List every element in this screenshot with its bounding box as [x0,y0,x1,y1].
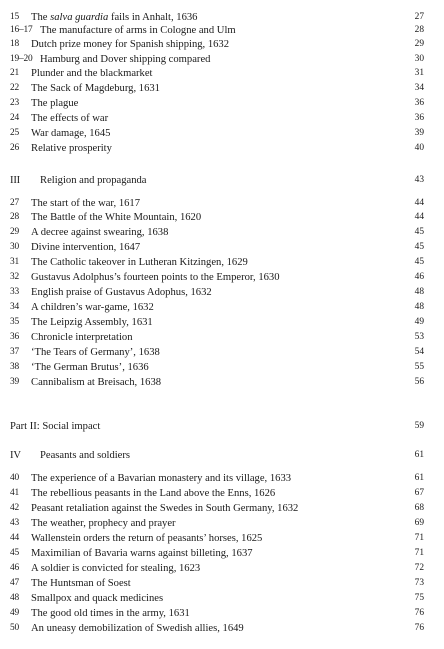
entry-page: 55 [414,362,424,372]
entry-title: The start of the war, 1617 [31,198,141,209]
entry-number: 15 [10,12,19,22]
toc-entry [0,129,444,142]
entry-number: 43 [10,518,19,528]
toc-entry [0,564,444,577]
section-number: IV [10,450,21,461]
entry-page: 75 [414,593,424,603]
entry-page: 73 [414,578,424,588]
entry-number: 23 [10,98,19,108]
entry-title: Dutch prize money for Spanish shipping, 1632 [31,39,230,50]
entry-number: 49 [10,608,19,618]
part-title: Part II: Social impact [10,421,101,432]
entry-number: 21 [10,68,19,78]
toc-entry [0,579,444,592]
entry-page: 45 [414,257,424,267]
toc-entry [0,363,444,376]
entry-title: The experience of a Bavarian monastery and its village, 1633 [31,473,292,484]
toc-entry [0,534,444,547]
entry-number: 16–17 [10,25,33,35]
section-number: III [10,175,20,186]
part-page: 59 [414,421,424,431]
toc-entry [0,99,444,112]
entry-number: 46 [10,563,19,573]
entry-title: The Sack of Magdeburg, 1631 [31,83,160,94]
toc-entry [0,114,444,127]
entry-number: 18 [10,39,19,49]
entry-title: Smallpox and quack medicines [31,593,164,604]
entry-page: 40 [414,143,424,153]
entry-number: 42 [10,503,19,513]
entry-title: Plunder and the blackmarket [31,68,153,79]
section-title: Religion and propaganda [40,175,147,186]
toc-entry [0,55,444,68]
section-page: 43 [414,175,424,185]
entry-page: 54 [414,347,424,357]
entry-page: 34 [414,83,424,93]
toc-entry [0,303,444,316]
entry-title: The Battle of the White Mountain, 1620 [31,212,202,223]
entry-title: Hamburg and Dover shipping compared [40,54,211,65]
toc-entry [0,144,444,157]
entry-number: 34 [10,302,19,312]
toc-entry [0,378,444,391]
entry-title: The Catholic takeover in Lutheran Kitzingen, 1629 [31,257,248,268]
entry-page: 76 [414,623,424,633]
entry-title: Relative prosperity [31,143,112,154]
entry-title: Gustavus Adolphus’s fourteen points to the Emperor, 1630 [31,272,280,283]
entry-page: 48 [414,287,424,297]
toc-entry [0,624,444,637]
toc-entry [0,333,444,346]
entry-number: 24 [10,113,19,123]
entry-number: 29 [10,227,19,237]
toc-entry [0,519,444,532]
entry-page: 67 [414,488,424,498]
toc-entry [0,288,444,301]
entry-page: 44 [414,212,424,222]
entry-number: 37 [10,347,19,357]
toc-entry [0,273,444,286]
toc-entry [0,474,444,487]
entry-title: A children’s war-game, 1632 [31,302,154,313]
entry-number: 19–20 [10,54,33,64]
toc-entry [0,258,444,271]
entry-title: An uneasy demobilization of Swedish allies, 1649 [31,623,244,634]
toc-entry [0,318,444,331]
toc-entry [0,228,444,241]
entry-title: Divine intervention, 1647 [31,242,141,253]
toc-entry [0,609,444,622]
toc-entry [0,243,444,256]
entry-title: The manufacture of arms in Cologne and Ulm [40,25,236,36]
entry-title: ‘The German Brutus’, 1636 [31,362,149,373]
section-heading [0,176,444,189]
entry-title: The plague [31,98,79,109]
entry-page: 36 [414,98,424,108]
entry-page: 46 [414,272,424,282]
entry-title: Chronicle interpretation [31,332,133,343]
entry-page: 72 [414,563,424,573]
entry-title: The Huntsman of Soest [31,578,131,589]
entry-page: 48 [414,302,424,312]
entry-page: 61 [414,473,424,483]
toc-entry [0,84,444,97]
entry-title: English praise of Gustavus Adophus, 1632 [31,287,212,298]
entry-title: Cannibalism at Breisach, 1638 [31,377,162,388]
entry-number: 48 [10,593,19,603]
section-title: Peasants and soldiers [40,450,131,461]
entry-number: 39 [10,377,19,387]
entry-title: The salva guardia fails in Anhalt, 1636 [31,12,198,23]
entry-number: 40 [10,473,19,483]
entry-page: 28 [414,25,424,35]
entry-number: 27 [10,198,19,208]
entry-page: 39 [414,128,424,138]
entry-title: A soldier is convicted for stealing, 1623 [31,563,201,574]
entry-page: 71 [414,548,424,558]
entry-title: A decree against swearing, 1638 [31,227,169,238]
entry-title: Maximilian of Bavaria warns against billeting, 1637 [31,548,253,559]
entry-number: 31 [10,257,19,267]
entry-page: 36 [414,113,424,123]
entry-number: 22 [10,83,19,93]
entry-page: 45 [414,227,424,237]
entry-number: 45 [10,548,19,558]
entry-page: 76 [414,608,424,618]
toc-entry [0,199,444,212]
entry-title-italic: salva guardia [50,12,109,23]
entry-number: 33 [10,287,19,297]
entry-title: Peasant retaliation against the Swedes in South Germany, 1632 [31,503,299,514]
entry-page: 69 [414,518,424,528]
toc-entry [0,348,444,361]
entry-title: The weather, prophecy and prayer [31,518,176,529]
entry-page: 27 [414,12,424,22]
toc-entry [0,594,444,607]
entry-page: 29 [414,39,424,49]
toc-entry [0,69,444,82]
entry-page: 31 [414,68,424,78]
entry-title: War damage, 1645 [31,128,111,139]
entry-page: 30 [414,54,424,64]
entry-page: 68 [414,503,424,513]
entry-number: 26 [10,143,19,153]
entry-page: 45 [414,242,424,252]
entry-number: 30 [10,242,19,252]
entry-number: 41 [10,488,19,498]
entry-number: 35 [10,317,19,327]
entry-page: 44 [414,198,424,208]
entry-title: The rebellious peasants in the Land above the Enns, 1626 [31,488,276,499]
entry-title: The good old times in the army, 1631 [31,608,190,619]
entry-page: 56 [414,377,424,387]
toc-entry [0,213,444,226]
entry-page: 49 [414,317,424,327]
toc-entry [0,549,444,562]
entry-title: Wallenstein orders the return of peasants’ horses, 1625 [31,533,263,544]
entry-number: 47 [10,578,19,588]
entry-number: 28 [10,212,19,222]
entry-title: The effects of war [31,113,109,124]
entry-number: 38 [10,362,19,372]
entry-title: ‘The Tears of Germany’, 1638 [31,347,160,358]
entry-page: 53 [414,332,424,342]
entry-page: 71 [414,533,424,543]
toc-entry [0,40,444,53]
part-heading [0,422,444,435]
entry-number: 32 [10,272,19,282]
entry-number: 50 [10,623,19,633]
entry-number: 44 [10,533,19,543]
entry-title: The Leipzig Assembly, 1631 [31,317,153,328]
toc-entry [0,26,444,39]
toc-entry [0,489,444,502]
toc-entry [0,504,444,517]
section-page: 61 [414,450,424,460]
section-heading [0,451,444,464]
entry-number: 25 [10,128,19,138]
entry-number: 36 [10,332,19,342]
